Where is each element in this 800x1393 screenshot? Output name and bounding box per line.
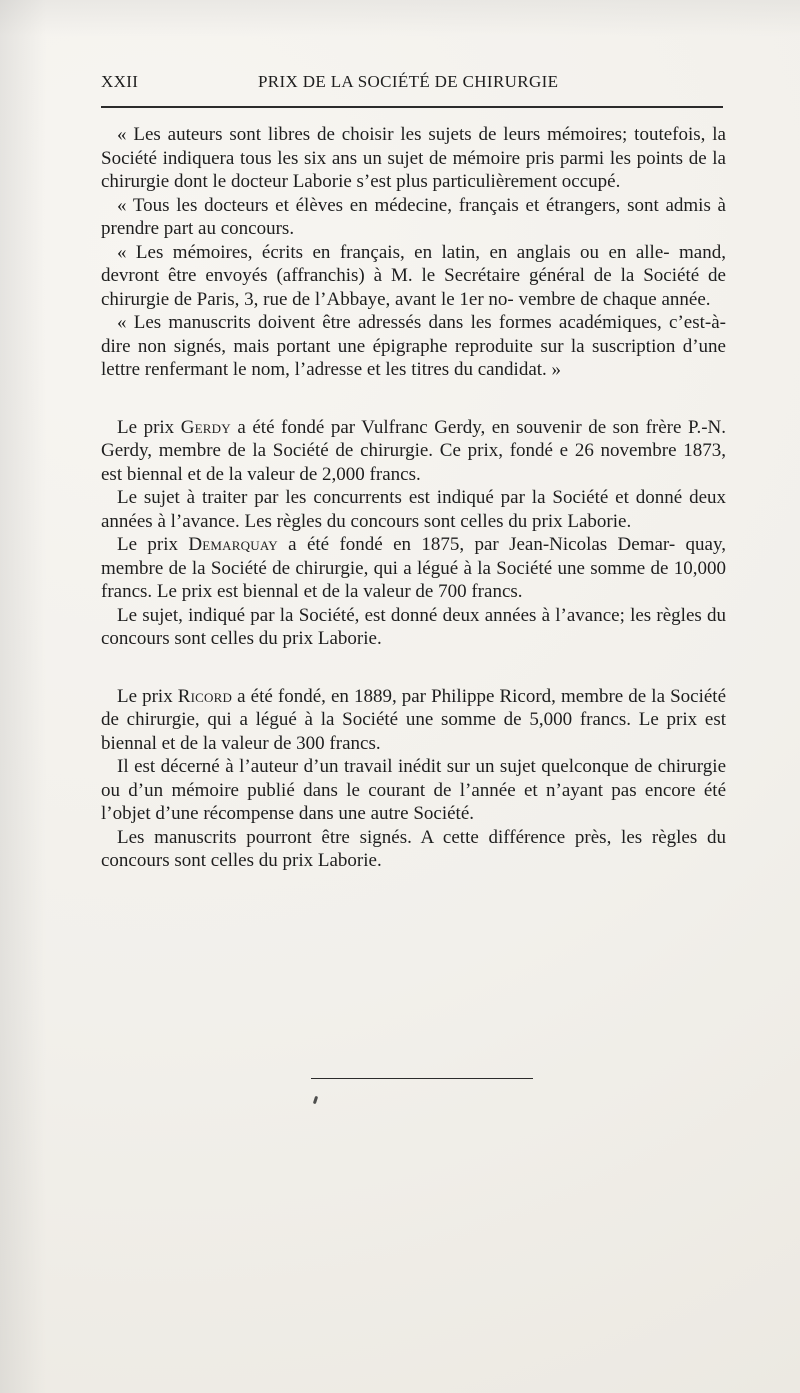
ricord-award-paragraph: Il est décerné à l’auteur d’un travail inédit sur un sujet quelconque de chirurgie ou d’un mémoire publié dans le courant de l’année et n’ayant pas encore été l’objet d’une récompense dans une autre Société.: [101, 756, 726, 824]
ricord-paragraph-text: a été fondé, en 1889, par Philippe Ricord, membre de la Société de chirurgie, qui a légué à la Société une somme de 5,000 francs. Le prix est biennal et de la valeur de 300 francs.: [101, 685, 726, 754]
demarquay-paragraph-text: a été fondé en 1875, par Jean-Nicolas Demar- quay, membre de la Société de chirurgie, qui a légué à la Société une somme de 10,000 francs. Le prix est biennal et de la valeur de 700 francs.: [101, 534, 726, 602]
gerdy-name: Gerdy: [180, 416, 231, 438]
gerdy-paragraph-text: a été fondé par Vulfranc Gerdy, en souvenir de son frère P.-N. Gerdy, membre de la Société de chirurgie. Ce prix, fondé e 26 novembre 1873, est biennal et de la valeur de 2,000 francs.: [101, 416, 726, 485]
page-body: [101, 123, 726, 873]
gerdy-prize-paragraph: [101, 416, 726, 487]
ricord-name: Ricord: [177, 685, 233, 707]
quoted-paragraph-subjects: « Les auteurs sont libres de choisir les sujets de leurs mémoires; toutefois, la Société indiquera tous les six ans un sujet de mémoire pris parmi les points de la chirurgie dont le docteur Laborie s’est plus particulièrement occupé.: [101, 124, 726, 192]
running-head: [101, 72, 724, 96]
quoted-paragraph-submission: « Les mémoires, écrits en français, en latin, en anglais ou en alle- mand, devront être envoyés (affranchis) à M. le Secrétaire général de la Société de chirurgie de Paris, 3, rue de l’Abbaye, avant le 1er no- vembre de chaque année.: [101, 241, 726, 310]
gerdy-paragraph-prefix: Le prix: [117, 416, 181, 438]
demarquay-prize-paragraph: [101, 533, 726, 604]
running-title: PRIX DE LA SOCIÉTÉ DE CHIRURGIE: [258, 72, 559, 91]
ricord-paragraph-prefix: Le prix: [117, 685, 178, 707]
ricord-prize-paragraph: [101, 685, 726, 756]
left-page-shadow: [0, 0, 46, 1393]
quoted-paragraph-eligibility: « Tous les docteurs et élèves en médecine, français et étrangers, sont admis à prendre part au concours.: [101, 194, 726, 239]
quoted-paragraph-manuscripts: « Les manuscrits doivent être adressés dans les formes académiques, c’est-à-dire non signés, mais portant une épigraphe reproduite sur la suscription d’une lettre renfermant le nom, l’adresse et les titres du candidat. »: [101, 312, 726, 380]
header-rule: [101, 106, 723, 108]
ricord-rules-paragraph: Les manuscrits pourront être signés. A cette différence près, les règles du concours sont celles du prix Laborie.: [101, 826, 726, 871]
top-page-shadow: [0, 0, 800, 36]
demarquay-paragraph-prefix: Le prix: [117, 534, 189, 555]
page-number: XXII: [101, 72, 139, 91]
section-spacing: [101, 651, 726, 685]
demarquay-name: Demarquay: [188, 534, 278, 555]
print-speck: [313, 1096, 318, 1105]
demarquay-rules-paragraph: Le sujet, indiqué par la Société, est donné deux années à l’avance; les règles du concours sont celles du prix Laborie.: [101, 604, 726, 649]
section-spacing: [101, 382, 726, 416]
gerdy-rules-paragraph: Le sujet à traiter par les concurrents est indiqué par la Société et donné deux années à l’avance. Les règles du concours sont celles du prix Laborie.: [101, 487, 726, 532]
end-rule: [311, 1078, 533, 1079]
